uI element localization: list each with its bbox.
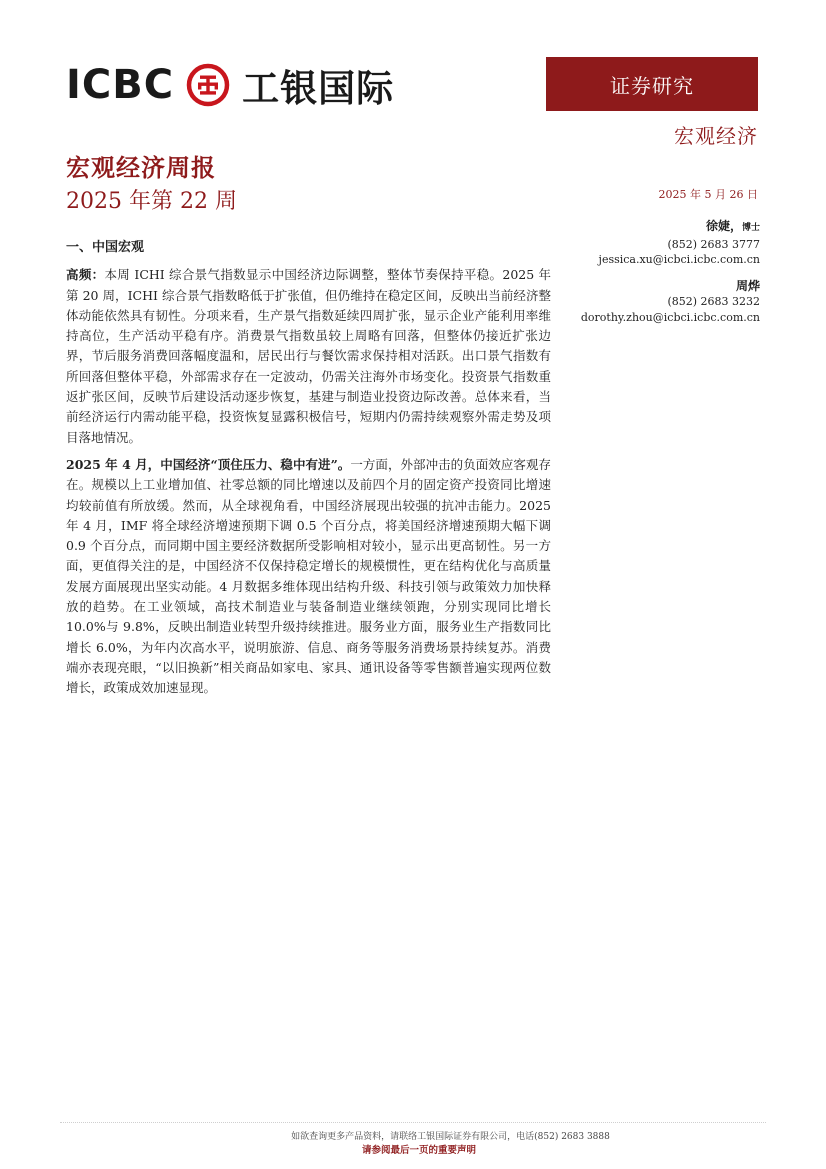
report-title: 宏观经济周报 — [66, 153, 216, 182]
section-heading: 一、中国宏观 — [66, 240, 145, 255]
footer-contact: 如欲查询更多产品资料，请联络工银国际证券有限公司，电话(852) 2683 3888 — [291, 1132, 610, 1142]
logo-text: ICBC — [66, 62, 175, 108]
company-logo — [66, 60, 394, 110]
author-block — [520, 279, 760, 326]
paragraph-lead: 高频： — [66, 267, 105, 283]
report-date: 2025 年 5 月 26 日 — [658, 188, 758, 201]
paragraph-lead: 2025 年 4 月，中国经济“顶住压力、稳中有进”。 — [66, 456, 351, 472]
author-email-link[interactable]: jessica.xu@icbci.icbc.com.cn — [598, 253, 760, 266]
research-tag: 证券研究 — [546, 57, 758, 111]
author-name: 周烨 — [735, 278, 760, 293]
paragraph-high-frequency — [66, 265, 551, 448]
paragraph-text: 本周 ICHI 综合景气指数显示中国经济边际调整，整体节奏保持平稳。2025 年第 20 周，ICHI 综合景气指数略低于扩张值，但仍维持在稳定区间，反映出当前经济整体动能依然具有韧性。分项来看，生产景气指数延续四周扩张，显示企业产能利用率维持高位，生产活动平稳有序。消费景气指数虽较上周略有回落，但整体仍接近扩张边界，节后服务消费回落幅度温和，居民出行与餐饮需求保持相对活跃。出口景气指数有所回落但整体平稳，外部需求存在一定波动，仍需关注海外市场变化。投资景气指数重返扩张区间，反映节后建设活动逐步恢复，基建与制造业投资边际改善。总体来看，当前经济运行内需动能平稳，投资恢复显露积极信号，短期内仍需持续观察外需走势及项目落地情况。 — [66, 267, 551, 445]
author-phone: (852) 2683 3777 — [667, 237, 760, 251]
author-name: 徐婕，博士 — [705, 219, 760, 233]
author-email-link[interactable]: dorothy.zhou@icbci.icbc.com.cn — [580, 310, 760, 324]
footer-divider — [60, 1122, 766, 1123]
paragraph-april-economy — [66, 455, 551, 699]
paragraph-text: 一方面，外部冲击的负面效应客观存在。规模以上工业增加值、社零总额的同比增速以及前四个月的固定资产投资同比增速均较前值有所放缓。然而，从全球视角看，中国经济展现出较强的抗冲击能力。2025 年 4 月，IMF 将全球经济增速预期下调 0.5 个百分点，将美国经济增速预期大幅下调 0.9 个百分点，而同期中国主要经济数据所受影响相对较小，显示出更高韧性。另一方面，更值得关注的是，中国经济不仅保持稳定增长的规模惯性，更在结构优化与高质量发展方面展现出坚实动能。4 月数据多维体现出结构升级、科技引领与政策效力加快释放的趋势。在工业领域，高技术制造业与装备制造业继续领跑，分别实现同比增长 10.0%与 9.8%，反映出制造业转型升级持续推进。服务业方面，服务业生产指数同比增长 6.0%，为年内次高水平，说明旅游、信息、商务等服务消费场景持续复苏。消费端亦表现亮眼，“以旧换新”相关商品如家电、家具、通讯设备等零售额普遍实现两位数增长，政策成效加速显现。 — [66, 456, 551, 696]
author-degree: 博士 — [741, 223, 760, 233]
footer-disclaimer[interactable]: 请参阅最后一页的重要声明 — [361, 1145, 476, 1156]
author-block — [520, 219, 760, 268]
author-list — [520, 219, 760, 336]
report-body — [66, 238, 551, 706]
report-category: 宏观经济 — [674, 124, 758, 148]
report-week: 2025 年第 22 周 — [66, 189, 237, 214]
logo-chinese-text: 工银国际 — [242, 67, 395, 110]
author-phone: (852) 2683 3232 — [667, 295, 760, 308]
icbc-emblem-icon — [186, 63, 230, 107]
